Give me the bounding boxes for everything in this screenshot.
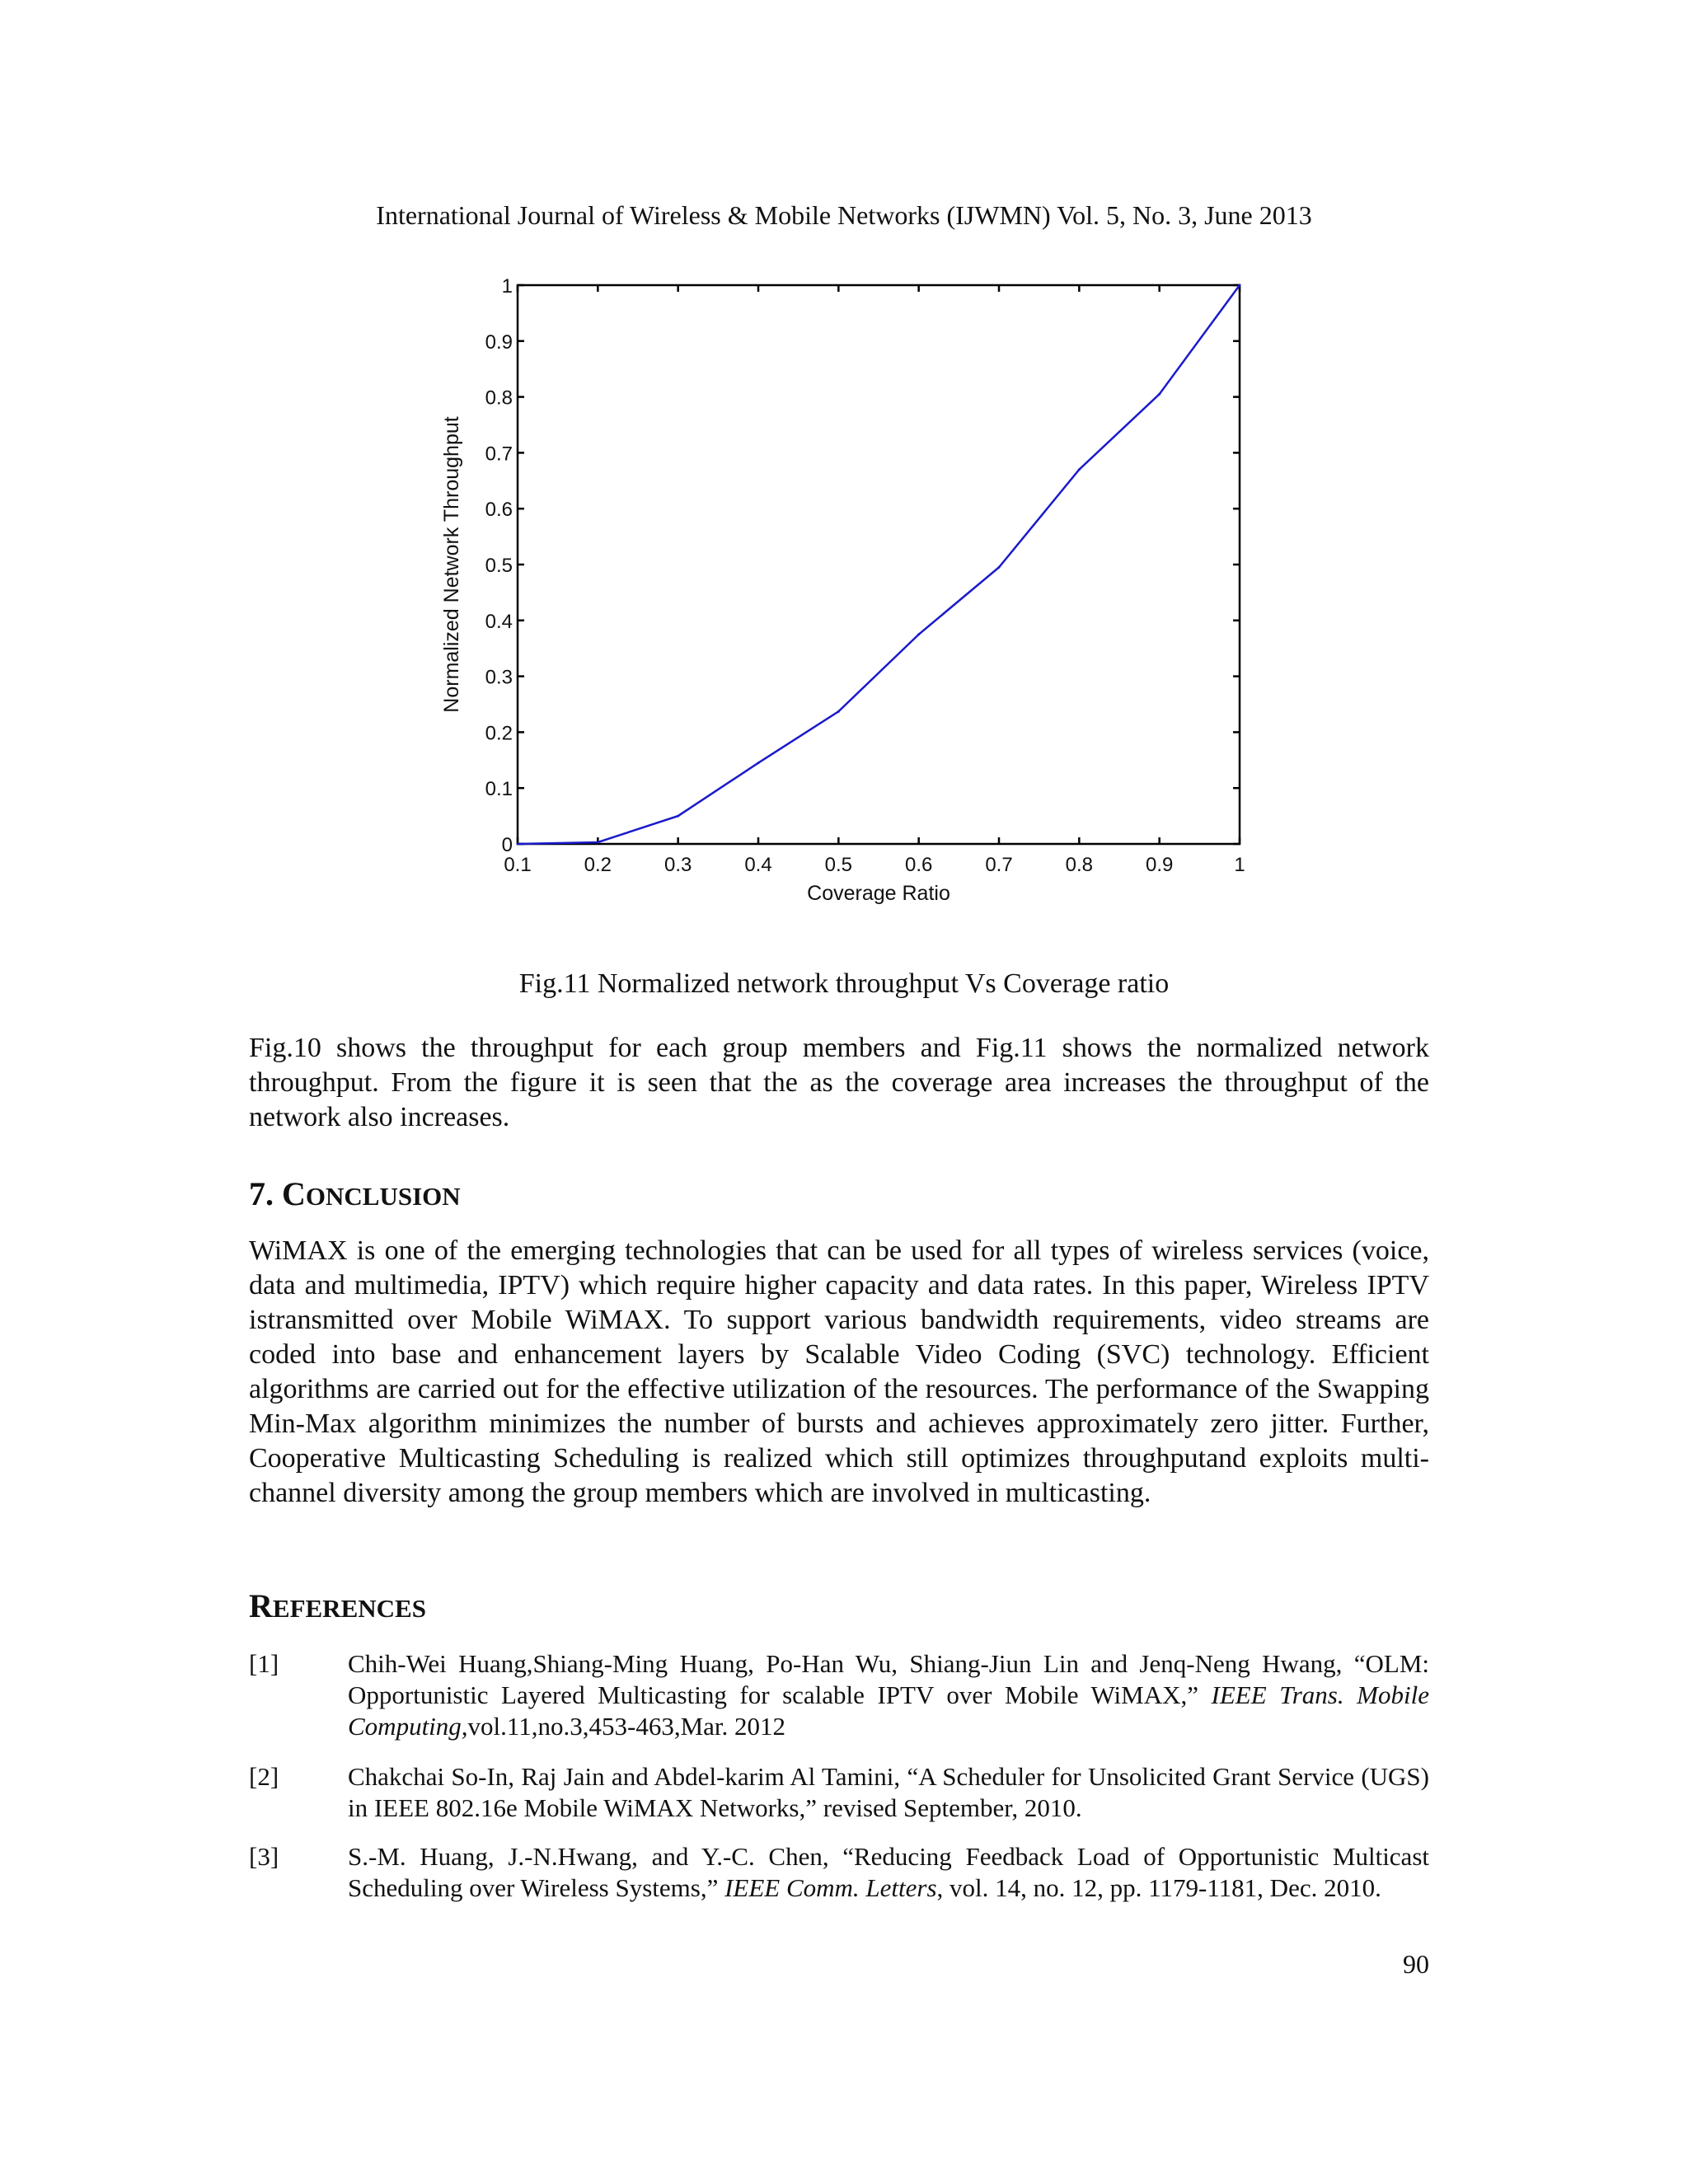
conclusion-title-rest: ONCLUSION (305, 1182, 461, 1211)
y-tick-label: 0.7 (485, 443, 513, 466)
y-tick-label: 0.3 (485, 666, 513, 689)
x-tick-label: 0.8 (1065, 854, 1094, 876)
reference-text (348, 1648, 1429, 1742)
data-point (998, 566, 1001, 569)
x-tick-label: 0.2 (584, 854, 612, 876)
data-point (1078, 468, 1081, 471)
reference-item-1 (249, 1648, 1429, 1742)
data-point (597, 841, 599, 843)
y-tick-label: 0.9 (485, 330, 513, 354)
reference-number: [2] (249, 1762, 279, 1791)
reference-authors-title: Chih-Wei Huang,Shiang-Ming Huang, Po-Han Wu, Shiang-Jiun Lin and Jenq-Neng Hwang, “OLM: Opportunistic Layered Multicasting for scalable IPTV over Mobile WiMAX,” (348, 1649, 1429, 1709)
x-tick-label: 0.7 (985, 854, 1013, 876)
y-tick-label: 0.2 (485, 722, 513, 745)
reference-venue: IEEE Comm. Letters (724, 1873, 937, 1902)
y-tick-label: 0.1 (485, 778, 513, 801)
x-tick-label: 0.5 (824, 854, 853, 876)
x-tick-label: 0.9 (1145, 854, 1174, 876)
reference-text (348, 1761, 1429, 1824)
reference-item-3 (249, 1841, 1429, 1904)
y-tick-label: 0.8 (485, 387, 513, 410)
y-tick-label: 0 (501, 834, 513, 856)
x-tick-label: 0.4 (744, 854, 772, 876)
page-number: 90 (1403, 1949, 1429, 1979)
y-axis-label: Normalized Network Throughput (440, 416, 463, 713)
plot-frame (518, 285, 1240, 844)
x-tick-label: 0.1 (504, 854, 532, 876)
series-line (518, 285, 1240, 844)
references-title-first: R (249, 1587, 273, 1624)
x-tick-label: 1 (1234, 854, 1245, 876)
reference-number: [1] (249, 1649, 279, 1678)
y-tick-label: 0.5 (485, 555, 513, 577)
running-header: International Journal of Wireless & Mobile Networks (IJWMN) Vol. 5, No. 3, June 2013 (376, 200, 1312, 230)
y-tick-label: 0.6 (485, 499, 513, 522)
x-tick-label: 0.3 (663, 854, 692, 876)
y-tick-label: 0.4 (485, 610, 513, 633)
data-point (837, 710, 840, 713)
conclusion-heading (249, 1174, 461, 1213)
data-point (1239, 284, 1241, 287)
data-point (1158, 393, 1160, 396)
reference-authors-title: S.-M. Huang, J.-N.Hwang, and Y.-C. Chen, “Reducing Feedback Load of Opportunistic Multicast Scheduling over Wireless Systems,” (348, 1842, 1429, 1902)
figure-caption: Fig.11 Normalized network throughput Vs Coverage ratio (518, 968, 1170, 999)
reference-details: , vol. 14, no. 12, pp. 1179-1181, Dec. 2010. (936, 1873, 1381, 1902)
data-point (757, 762, 760, 764)
x-tick-label: 0.6 (904, 854, 933, 876)
data-point (517, 843, 519, 846)
reference-number: [3] (249, 1842, 279, 1871)
data-point (917, 633, 920, 635)
y-tick-label: 1 (501, 275, 513, 298)
x-axis-label: Coverage Ratio (807, 882, 950, 905)
reference-venue: IEEE Trans. Mobile Computing, (348, 1680, 1429, 1741)
references-heading (249, 1586, 426, 1625)
conclusion-body: WiMAX is one of the emerging technologies that can be used for all types of wireless services (voice, data and multimedia, IPTV) which require higher capacity and data rates. In this paper, Wireless IPTV istransmitted over Mobile WiMAX. To support various bandwidth requirements, video streams are coded into base and enhancement layers by Scalable Video Coding (SVC) technology. Efficient algorithms are carried out for the effective utilization of the resources. The performance of the Swapping Min-Max algorithm minimizes the number of bursts and achieves approximately zero jitter. Further, Cooperative Multicasting Scheduling is realized which still optimizes throughputand exploits multi-channel diversity among the group members which are involved in multicasting. (249, 1235, 1429, 1508)
conclusion-number: 7. (249, 1175, 282, 1212)
throughput-chart (0, 0, 1688, 940)
conclusion-title-first: C (282, 1175, 306, 1212)
intro-paragraph: Fig.10 shows the throughput for each group members and Fig.11 shows the normalized network throughput. From the figure it is seen that the as the coverage area increases the throughput of the network also increases. (249, 1033, 1429, 1132)
data-point (677, 815, 679, 818)
reference-item-2 (249, 1761, 1429, 1824)
reference-details: vol.11,no.3,453-463,Mar. 2012 (467, 1712, 786, 1741)
reference-text (348, 1841, 1429, 1904)
references-title-rest: EFERENCES (272, 1594, 426, 1623)
reference-authors-title: Chakchai So-In, Raj Jain and Abdel-karim Al Tamini, “A Scheduler for Unsolicited Grant Service (UGS) in IEEE 802.16e Mobile WiMAX Networks,” revised September, 2010. (348, 1762, 1429, 1822)
